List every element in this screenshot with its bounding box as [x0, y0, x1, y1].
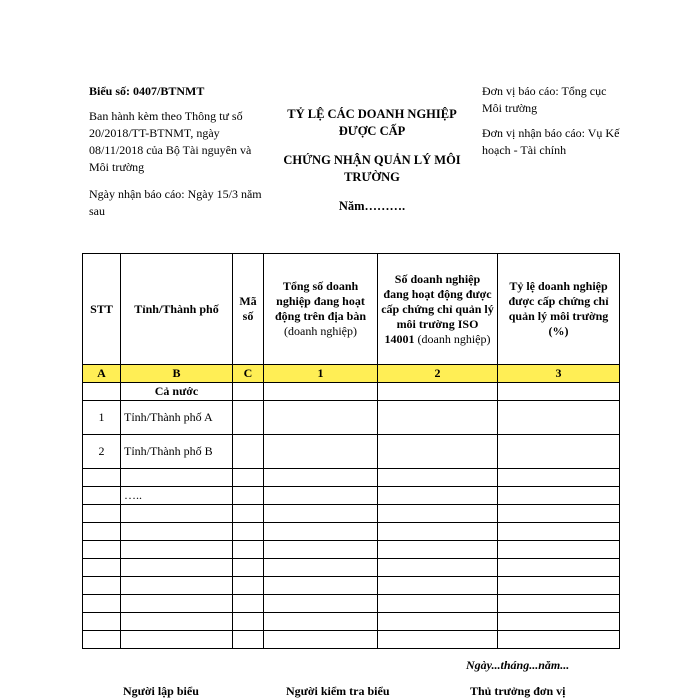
table-cell — [378, 435, 498, 469]
header-province: Tỉnh/Thành phố — [121, 254, 233, 365]
table-cell — [498, 401, 620, 435]
table-cell — [264, 383, 378, 401]
table-cell — [233, 577, 264, 595]
receiving-unit: Đơn vị nhận báo cáo: Vụ Kế hoạch - Tài chính — [482, 126, 620, 157]
row-province: Tỉnh/Thành phố B — [121, 435, 233, 469]
title-line-2: CHỨNG NHẬN QUẢN LÝ MÔI TRƯỜNG — [283, 153, 461, 184]
table-cell — [233, 595, 264, 613]
table-cell — [121, 505, 233, 523]
table-cell — [264, 469, 378, 487]
table-cell — [233, 435, 264, 469]
row-province: Tỉnh/Thành phố A — [121, 401, 233, 435]
table-cell — [378, 523, 498, 541]
letter-1: 1 — [264, 365, 378, 383]
table-cell — [378, 541, 498, 559]
header-col1-unit: (doanh nghiệp) — [284, 324, 357, 338]
table-cell — [233, 383, 264, 401]
year-line: Năm………. — [338, 199, 406, 213]
table-row — [83, 613, 620, 631]
table-cell — [498, 523, 620, 541]
table-cell — [378, 383, 498, 401]
report-title — [272, 106, 472, 215]
table-cell — [233, 613, 264, 631]
table-cell — [378, 487, 498, 505]
row-stt — [83, 487, 121, 505]
head-of-unit-signature-label: Thủ trưởng đơn vị — [470, 684, 566, 698]
table-cell — [83, 577, 121, 595]
table-cell — [233, 523, 264, 541]
table-cell — [233, 541, 264, 559]
header-col2-text: Số doanh nghiệp đang hoạt động được cấp chứng chỉ quản lý môi trường ISO 14001 — [381, 271, 494, 346]
table-cell — [264, 487, 378, 505]
table-cell — [264, 401, 378, 435]
table-cell — [121, 541, 233, 559]
table-row — [83, 523, 620, 541]
letter-b: B — [121, 365, 233, 383]
table-cell — [83, 383, 121, 401]
letter-a: A — [83, 365, 121, 383]
table-cell — [83, 595, 121, 613]
row-stt: 2 — [83, 435, 121, 469]
table-cell — [378, 559, 498, 577]
table-cell — [498, 541, 620, 559]
receive-date-note: Ngày nhận báo cáo: Ngày 15/3 năm sau — [89, 187, 262, 218]
table-cell — [121, 523, 233, 541]
table-cell — [83, 541, 121, 559]
table-cell — [83, 505, 121, 523]
table-cell — [498, 595, 620, 613]
table-row — [83, 541, 620, 559]
table-cell — [498, 487, 620, 505]
table-row — [83, 487, 620, 505]
table-cell — [498, 577, 620, 595]
table-cell — [233, 401, 264, 435]
table-cell — [121, 469, 233, 487]
table-cell — [83, 469, 121, 487]
table-row — [83, 435, 620, 469]
report-table — [82, 253, 620, 649]
table-cell — [264, 523, 378, 541]
table-cell — [498, 435, 620, 469]
table-cell — [233, 559, 264, 577]
table-cell — [83, 523, 121, 541]
table-row — [83, 401, 620, 435]
preparer-signature-label: Người lập biểu — [123, 684, 199, 698]
form-code: Biểu số: 0407/BTNMT — [89, 84, 205, 98]
table-cell — [498, 469, 620, 487]
table-cell — [264, 631, 378, 649]
table-cell — [264, 559, 378, 577]
table-row — [83, 505, 620, 523]
checker-signature-label: Người kiểm tra biểu — [286, 684, 390, 698]
row-province: ….. — [121, 487, 233, 505]
table-cell — [264, 577, 378, 595]
table-row — [83, 631, 620, 649]
letter-c: C — [233, 365, 264, 383]
table-cell — [378, 401, 498, 435]
letter-2: 2 — [378, 365, 498, 383]
table-cell — [233, 631, 264, 649]
table-cell — [121, 577, 233, 595]
header-col2-unit: (doanh nghiệp) — [417, 331, 491, 346]
header-ratio: Tỷ lệ doanh nghiệp được cấp chứng chỉ quản lý môi trường (%) — [498, 254, 620, 365]
table-cell — [498, 613, 620, 631]
table-cell — [378, 613, 498, 631]
table-cell — [121, 595, 233, 613]
table-cell — [83, 631, 121, 649]
table-row — [83, 595, 620, 613]
table-cell — [264, 435, 378, 469]
table-cell — [264, 505, 378, 523]
header-iso-enterprises — [378, 254, 498, 365]
table-cell — [264, 613, 378, 631]
table-cell — [498, 631, 620, 649]
table-cell — [83, 613, 121, 631]
header-col1-text: Tổng số doanh nghiệp đang hoạt động trên địa bàn — [274, 279, 367, 323]
table-cell — [378, 595, 498, 613]
table-cell — [378, 505, 498, 523]
title-line-1: TỶ LỆ CÁC DOANH NGHIỆP ĐƯỢC CẤP — [287, 107, 457, 138]
table-cell — [378, 469, 498, 487]
table-cell — [83, 559, 121, 577]
table-cell — [498, 383, 620, 401]
table-cell — [121, 631, 233, 649]
table-cell — [233, 505, 264, 523]
table-cell — [498, 559, 620, 577]
header-code: Mã số — [233, 254, 264, 365]
column-letter-row — [83, 365, 620, 383]
table-header-row — [83, 254, 620, 365]
table-cell — [264, 541, 378, 559]
total-row — [83, 383, 620, 401]
table-cell — [378, 577, 498, 595]
table-cell — [378, 631, 498, 649]
table-row — [83, 559, 620, 577]
header-total-enterprises — [264, 254, 378, 365]
issued-with-note: Ban hành kèm theo Thông tư số 20/2018/TT-BTNMT, ngày 08/11/2018 của Bộ Tài nguyên và Môi trường — [89, 109, 252, 174]
table-cell — [121, 559, 233, 577]
header-stt: STT — [83, 254, 121, 365]
table-cell — [233, 487, 264, 505]
date-line: Ngày...tháng...năm... — [466, 658, 570, 672]
table-cell — [498, 505, 620, 523]
table-row — [83, 469, 620, 487]
row-stt: 1 — [83, 401, 121, 435]
table-cell — [264, 595, 378, 613]
reporting-unit: Đơn vị báo cáo: Tổng cục Môi trường — [482, 84, 607, 115]
table-cell — [121, 613, 233, 631]
table-cell — [233, 469, 264, 487]
total-label: Cả nước — [121, 383, 233, 401]
letter-3: 3 — [498, 365, 620, 383]
table-row — [83, 577, 620, 595]
